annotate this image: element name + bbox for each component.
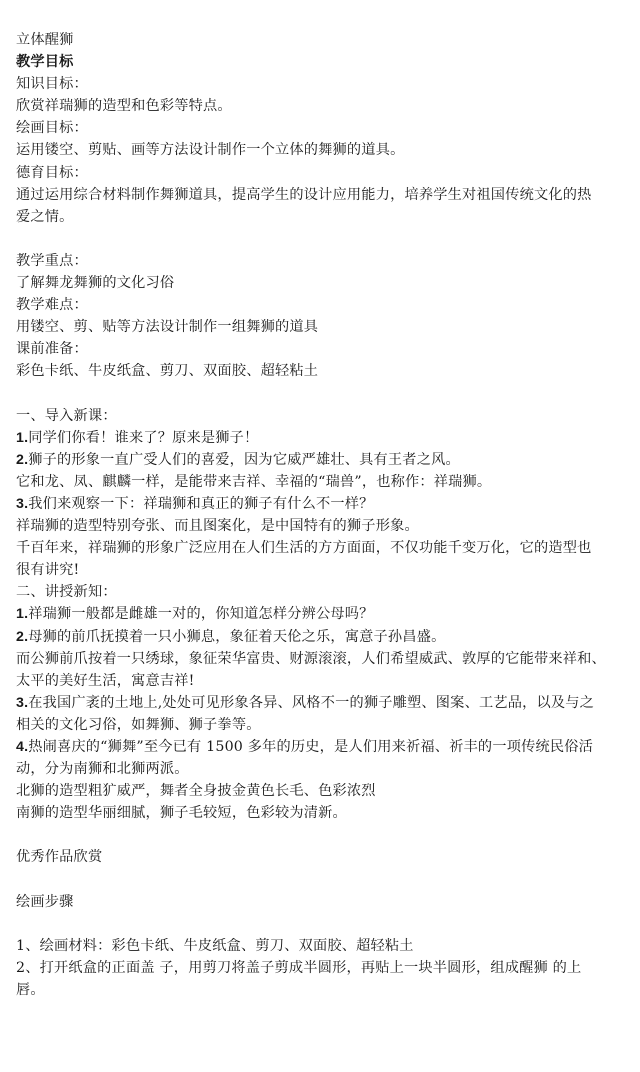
intro-item-3-continued: 祥瑞狮的造型特别夸张、而且图案化，是中国特有的狮子形象。 — [16, 518, 419, 535]
spacer — [16, 824, 628, 846]
intro-item-2 — [16, 449, 628, 471]
spacer — [16, 383, 628, 405]
key-point-label: 教学重点： — [16, 252, 88, 269]
spacer — [16, 913, 628, 935]
knowledge-item-4 — [16, 736, 628, 758]
drawing-goal-label: 绘画目标： — [16, 120, 88, 137]
preparation-text: 彩色卡纸、牛皮纸盒、剪刀、双面胶、超轻粘土 — [16, 363, 319, 380]
difficult-point-label: 教学难点： — [16, 297, 88, 314]
item-text: 母狮的前爪抚摸着一只小狮息，象征着天伦之乐，寓意子孙昌盛。 — [28, 628, 446, 645]
step-2: 2、打开纸盒的正面盖 子，用剪刀将盖子剪成半圆形，再贴上一块半圆形，组成醒狮 的上 — [16, 959, 582, 976]
drawing-goal-text: 运用镂空、剪贴、画等方法设计制作一个立体的舞狮的道具。 — [16, 142, 405, 159]
item-number: 1. — [16, 429, 29, 446]
south-lion-text: 南狮的造型华丽细腻，狮子毛较短，色彩较为清新。 — [16, 805, 347, 822]
item-number: 3. — [16, 694, 29, 711]
step-2-continued: 唇。 — [16, 982, 45, 999]
goals-heading: 教学目标 — [16, 54, 74, 71]
spacer — [16, 228, 628, 250]
north-lion-text: 北狮的造型粗犷威严，舞者全身披金黄色长毛、色彩浓烈 — [16, 783, 376, 800]
item-number: 2. — [16, 628, 29, 645]
knowledge-item-2-continued: 而公狮前爪按着一只绣球，象征荣华富贵、财源滚滚，人们希望威武、敦厚的它能带来祥和、 — [16, 650, 606, 667]
item-number: 2. — [16, 451, 29, 468]
knowledge-item-3-continued: 相关的文化习俗，如舞狮、狮子拳等。 — [16, 716, 261, 733]
document-title: 立体醒狮 — [16, 32, 74, 48]
section-intro-heading: 一、导入新课： — [16, 407, 117, 424]
knowledge-item-4-continued: 动，分为南狮和北狮两派。 — [16, 761, 189, 778]
knowledge-item-1 — [16, 603, 628, 625]
item-number: 3. — [16, 495, 29, 512]
intro-item-3 — [16, 493, 628, 515]
lesson-plan-document — [16, 29, 628, 1001]
difficult-point-text: 用镂空、剪、贴等方法设计制作一组舞狮的道具 — [16, 319, 319, 336]
item-text: 在我国广袤的土地上,处处可见形象各异、风格不一的狮子雕塑、图案、工艺品，以及与之 — [28, 694, 595, 711]
item-text: 狮子的形象一直广受人们的喜爱，因为它威严雄壮、具有王者之风。 — [28, 451, 460, 468]
knowledge-goal-label: 知识目标： — [16, 76, 88, 93]
intro-item-1 — [16, 427, 628, 449]
section-new-knowledge-heading: 二、讲授新知： — [16, 584, 117, 601]
intro-paragraph-continued: 很有讲究! — [16, 562, 80, 579]
item-text: 同学们你看！谁来了？原来是狮子！ — [28, 429, 259, 446]
item-text: 热闹喜庆的“狮舞”至今已有 1500 多年的历史，是人们用来祈福、祈丰的一项传统民俗活 — [28, 739, 594, 755]
knowledge-item-2 — [16, 626, 628, 648]
intro-paragraph: 千百年来，祥瑞狮的形象广泛应用在人们生活的方方面面，不仅功能千变万化，它的造型也 — [16, 540, 592, 557]
moral-goal-label: 德育目标： — [16, 164, 88, 181]
knowledge-item-2-continued-2: 太平的美好生活，寓意吉祥! — [16, 672, 195, 689]
drawing-steps-heading: 绘画步骤 — [16, 893, 74, 910]
item-text: 我们来观察一下：祥瑞狮和真正的狮子有什么不一样？ — [28, 495, 374, 512]
knowledge-goal-text: 欣赏祥瑞狮的造型和色彩等特点。 — [16, 98, 232, 115]
knowledge-item-3 — [16, 692, 628, 714]
moral-goal-text-continued: 爱之情。 — [16, 208, 74, 225]
moral-goal-text: 通过运用综合材料制作舞狮道具，提高学生的设计应用能力，培养学生对祖国传统文化的热 — [16, 186, 592, 203]
works-appreciation-heading: 优秀作品欣赏 — [16, 849, 103, 866]
spacer — [16, 869, 628, 891]
intro-item-2-continued: 它和龙、凤、麒麟一样，是能带来吉祥、幸福的“瑞兽”，也称作：祥瑞狮。 — [16, 473, 492, 490]
step-1: 1、绘画材料：彩色卡纸、牛皮纸盒、剪刀、双面胶、超轻粘土 — [16, 937, 414, 954]
item-text: 祥瑞狮一般都是雌雄一对的，你知道怎样分辨公母吗？ — [28, 606, 374, 623]
item-number: 4. — [16, 739, 29, 755]
item-number: 1. — [16, 606, 29, 623]
key-point-text: 了解舞龙舞狮的文化习俗 — [16, 275, 175, 292]
preparation-label: 课前准备： — [16, 341, 88, 358]
